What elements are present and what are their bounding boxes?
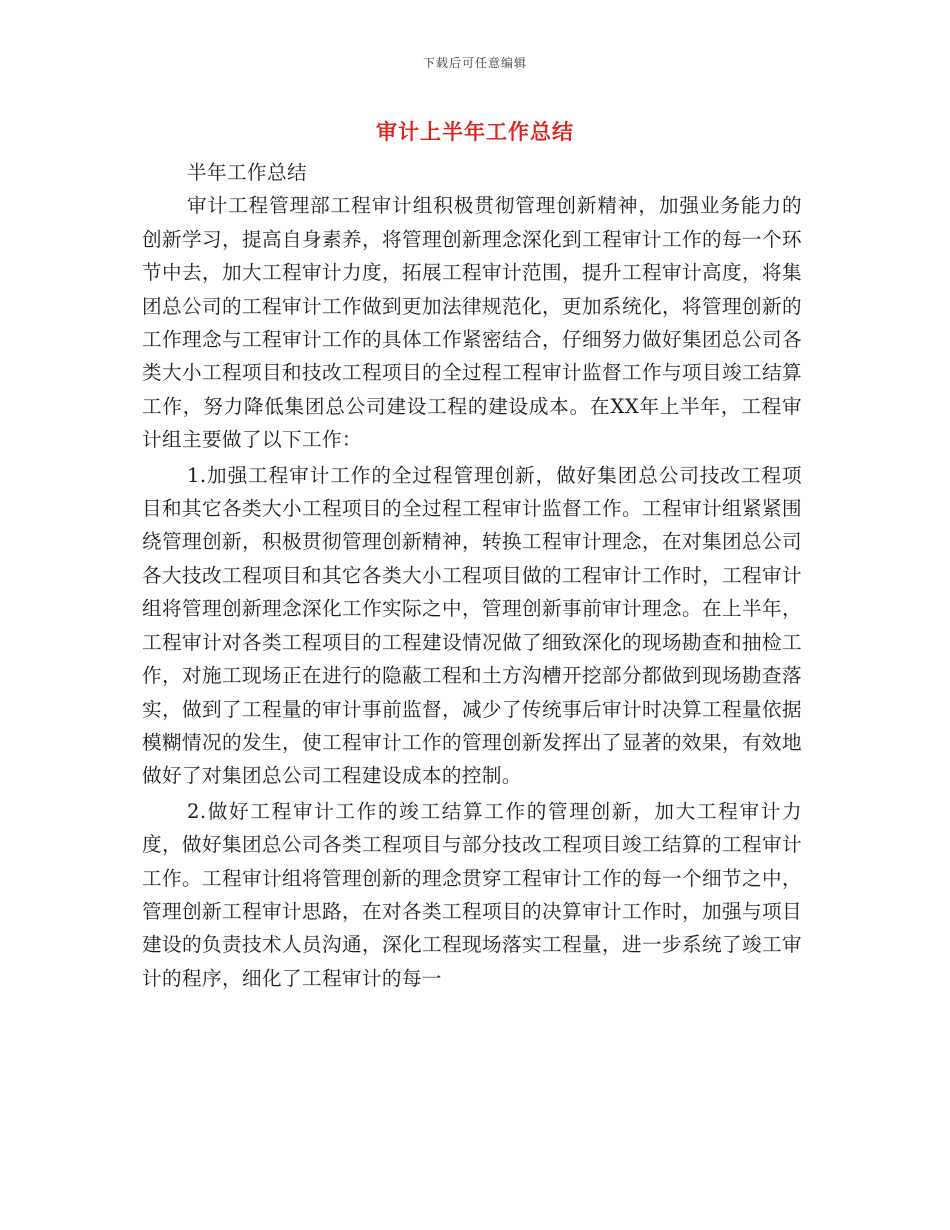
document-title: 审计上半年工作总结 — [376, 119, 574, 144]
paragraph-intro: 审计工程管理部工程审计组积极贯彻管理创新精神，加强业务能力的创新学习，提高自身素养，将管理创新理念深化到工程审计工作的每一个环节中去，加大工程审计力度，拓展工程审计范围，提升工程审计高度，将集团总公司的工程审计工作做到更加法律规范化，更加系统化，将管理创新的工作理念与工程审计工作的具体工作紧密结合，仔细努力做好集团总公司各类大小工程项目和技改工程项目的全过程工程审计监督工作与项目竣工结算工作，努力降低集团总公司建设工程的建设成本。在XX年上半年，工程审计组主要做了以下工作： — [142, 194, 802, 452]
document-subheading: 半年工作总结 — [187, 161, 307, 184]
paragraph-item-1: 1.加强工程审计工作的全过程管理创新，做好集团总公司技改工程项目和其它各类大小工程项目的全过程工程审计监督工作。工程审计组紧紧围绕管理创新，积极贯彻管理创新精神，转换工程审计理念，在对集团总公司各大技改工程项目和其它各类大小工程项目做的工程审计工作时，工程审计组将管理创新理念深化工作实际之中，管理创新事前审计理念。在上半年，工程审计对各类工程项目的工程建设情况做了细致深化的现场勘查和抽检工作，对施工现场正在进行的隐蔽工程和土方沟槽开挖部分都做到现场勘查落实，做到了工程量的审计事前监督，减少了传统事后审计时决算工程量依据模糊情况的发生，使工程审计工作的管理创新发挥出了显著的效果，有效地做好了对集团总公司工程建设成本的控制。 — [142, 463, 802, 788]
paragraph-item-2: 2.做好工程审计工作的竣工结算工作的管理创新，加大工程审计力度，做好集团总公司各类工程项目与部分技改工程项目竣工结算的工程审计工作。工程审计组将管理创新的理念贯穿工程审计工作的每一个细节之中，管理创新工程审计思路，在对各类工程项目的决算审计工作时，加强与项目建设的负责技术人员沟通，深化工程现场落实工程量，进一步系统了竣工审计的程序，细化了工程审计的每一 — [142, 799, 802, 990]
header-note: 下载后可任意编辑 — [422, 56, 527, 70]
document-body — [142, 156, 802, 995]
